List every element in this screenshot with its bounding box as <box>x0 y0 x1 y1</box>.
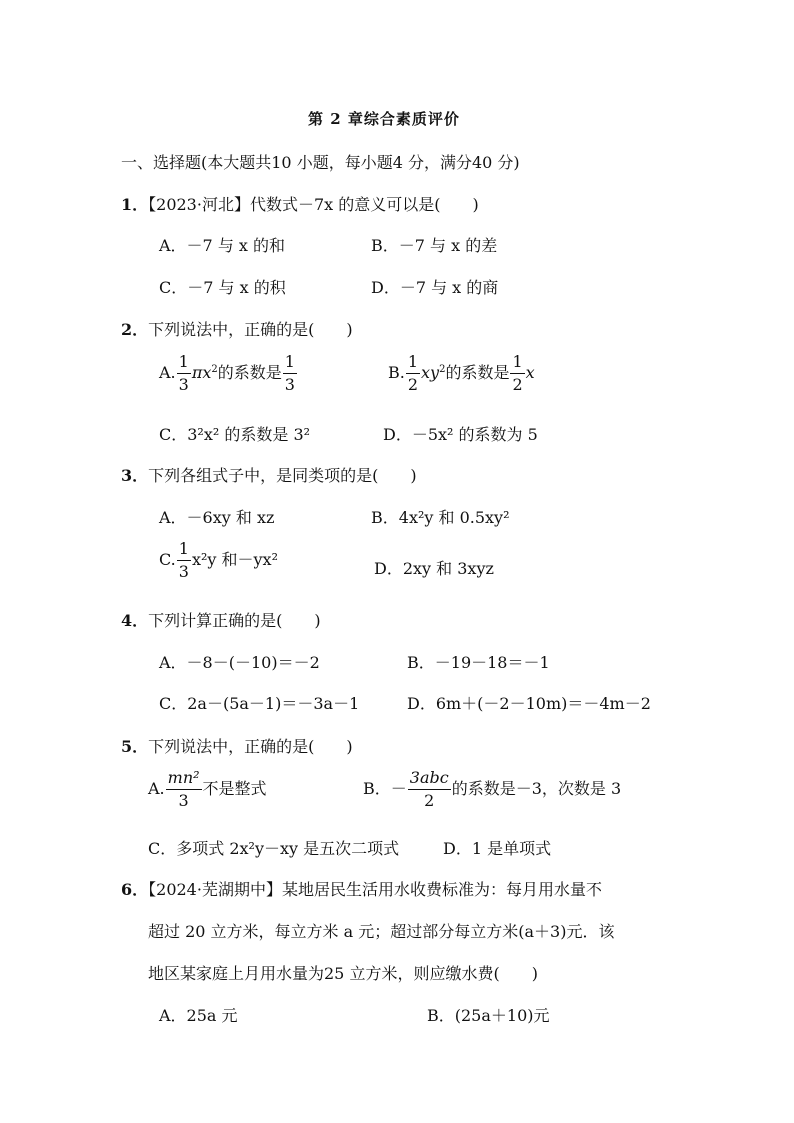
question-2 <box>121 317 353 340</box>
option-b <box>388 354 535 393</box>
option-c: C．－7 与 x 的积 <box>159 278 286 297</box>
question-stem: 代数式－7x 的意义可以是( ) <box>249 195 479 214</box>
fraction: $\frac{1}{2}$ <box>512 352 523 394</box>
option-c <box>159 541 278 580</box>
option-d: D．－5x² 的系数为 5 <box>383 425 538 444</box>
option-b: B．－7 与 x 的差 <box>371 236 498 255</box>
option-a: A．－7 与 x 的和 <box>159 236 286 255</box>
option-label: A. <box>148 779 165 798</box>
source-tag: 【2024·芜湖期中】 <box>148 880 282 899</box>
page-title: 第 2 章综合素质评价 <box>308 110 460 128</box>
option-a <box>159 354 298 393</box>
option-c: C．3²x² 的系数是 3² <box>159 425 311 444</box>
option-c: C．多项式 2x²y－xy 是五次二项式 <box>148 839 400 858</box>
fraction: $\frac{1}{2}$ <box>407 352 419 394</box>
option-text: 的系数是 <box>217 363 282 382</box>
fraction: $\frac{1}{3}$ <box>178 539 189 581</box>
question-number: 5． <box>121 737 149 756</box>
fraction: $\frac{\text{3abc}}{2}$ <box>409 768 449 810</box>
fraction: $\frac{1}{3}$ <box>284 352 295 394</box>
question-1 <box>121 192 479 215</box>
option-b: B．4x²y 和 0.5xy² <box>371 508 510 527</box>
term: x <box>525 363 535 382</box>
question-number: 1． <box>121 195 149 214</box>
option-label: B．－ <box>363 779 407 798</box>
question-6-line-3: 地区某家庭上月用水量为25 立方米，则应缴水费( ) <box>148 964 538 983</box>
question-stem: 下列说法中，正确的是( ) <box>148 320 353 339</box>
option-d: D．－7 与 x 的商 <box>371 278 499 297</box>
option-d: D．1 是单项式 <box>443 839 552 858</box>
option-d: D．6m＋(－2－10m)＝－4m－2 <box>407 694 651 713</box>
option-c: C．2a－(5a－1)＝－3a－1 <box>159 694 360 713</box>
option-label: B. <box>388 363 405 382</box>
question-number: 3． <box>121 466 149 485</box>
option-b <box>363 770 621 809</box>
term: πx <box>191 363 212 382</box>
question-number: 4． <box>121 611 149 630</box>
fraction: $\frac{\text{mn²}}{3}$ <box>167 768 200 810</box>
exponent: 2 <box>439 364 446 375</box>
option-label: A. <box>159 363 176 382</box>
option-b: B．－19－18＝－1 <box>407 653 550 672</box>
option-a: A．－6xy 和 xz <box>159 508 275 527</box>
question-3 <box>121 463 417 486</box>
question-6 <box>121 877 602 900</box>
option-b: B．(25a＋10)元 <box>427 1006 550 1025</box>
question-6-line-2: 超过 20 立方米，每立方米 a 元；超过部分每立方米(a＋3)元．该 <box>148 922 615 941</box>
fraction: $\frac{1}{3}$ <box>178 352 189 394</box>
option-a: A．－8－(－10)＝－2 <box>159 653 320 672</box>
option-text: 不是整式 <box>202 779 267 798</box>
option-label: C. <box>159 550 176 569</box>
question-stem: 下列计算正确的是( ) <box>148 611 321 630</box>
option-text: x²y 和－yx² <box>191 550 278 569</box>
option-a: A．25a 元 <box>159 1006 238 1025</box>
question-stem: 下列各组式子中，是同类项的是( ) <box>148 466 417 485</box>
exponent: 2 <box>211 364 218 375</box>
source-tag: 【2023·河北】 <box>148 195 250 214</box>
option-text: 的系数是 <box>445 363 510 382</box>
option-a <box>148 770 267 809</box>
option-d: D．2xy 和 3xyz <box>374 559 494 578</box>
question-stem: 下列说法中，正确的是( ) <box>148 737 353 756</box>
term: xy <box>421 363 440 382</box>
section-heading: 一、选择题(本大题共10 小题，每小题4 分，满分40 分) <box>121 153 520 172</box>
question-5 <box>121 734 353 757</box>
question-number: 6． <box>121 880 149 899</box>
question-stem: 某地居民生活用水收费标准为：每月用水量不 <box>281 880 602 899</box>
question-number: 2． <box>121 320 149 339</box>
question-4 <box>121 608 321 631</box>
option-text: 的系数是－3，次数是 3 <box>451 779 622 798</box>
